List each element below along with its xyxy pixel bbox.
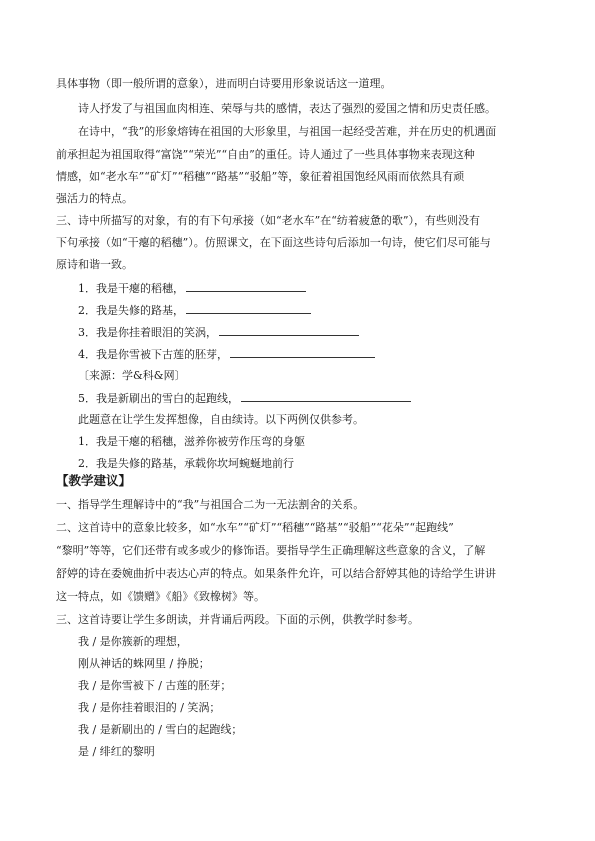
text-line: 诗人抒发了与祖国血肉相连、荣辱与共的感情，表达了强烈的爱国之情和历史责任感。 [78, 102, 496, 115]
text-line: 具体事物（即一般所谓的意象），进而明白诗要用形象说话这一道理。 [56, 77, 392, 90]
text-line: 这一特点，如《馈赠》《船》《致橡树》等。 [56, 590, 265, 603]
answer-blank [186, 280, 306, 292]
poem-line: 我 / 是新刷出的 / 雪白的起跑线； [78, 723, 243, 736]
exercise-prompt: 4．我是你雪被下古莲的胚芽， [78, 348, 228, 361]
answer-blank [230, 346, 375, 358]
text-line: 舒婷的诗在委婉曲折中表达心声的特点。如果条件允许，可以结合舒婷其他的诗给学生讲讲 [56, 567, 496, 580]
text-line: 三、这首诗要让学生多朗读，并背诵后两段。下面的示例，供教学时参考。 [56, 613, 419, 626]
answer-blank [241, 390, 411, 402]
exercise-item-1 [78, 280, 306, 297]
text-line: 在诗中，“我”的形象熔铸在祖国的大形象里，与祖国一起经受苦难，并在历史的机遇面 [78, 125, 497, 138]
answer-blank [186, 302, 311, 314]
text-line: 情感，如“老水车”“矿灯”“稻穗”“路基”“驳船”等，象征着祖国饱经风雨而依然具有顽 [56, 170, 465, 183]
exercise-item-5 [78, 390, 411, 407]
poem-line: 刚从神话的蛛网里 / 挣脱； [78, 657, 210, 670]
text-line: 强活力的特点。 [56, 192, 133, 205]
poem-line: 是 / 绯红的黎明 [78, 745, 155, 758]
text-line: 下句承接（如“干瘪的稻穗”）。仿照课文，在下面这些诗句后添加一句诗，使它们尽可能与 [56, 236, 491, 249]
exercise-prompt: 2．我是失修的路基， [78, 304, 184, 317]
exercise-item-3 [78, 324, 359, 341]
poem-line: 我 / 是你雪被下 / 古莲的胚芽； [78, 679, 232, 692]
exercise-item-2 [78, 302, 311, 319]
text-line: 1．我是干瘪的稻穗，滋养你被劳作压弯的身躯 [78, 435, 305, 448]
section-heading: 【教学建议】 [56, 473, 132, 488]
source-note: 〔来源：学&科&网〕 [78, 369, 186, 382]
exercise-prompt: 5．我是新刷出的雪白的起跑线， [78, 392, 239, 405]
text-line: 此题意在让学生发挥想像，自由续诗。以下两例仅供参考。 [78, 413, 364, 426]
poem-line: 我 / 是你簇新的理想， [78, 635, 188, 648]
text-line: 一、指导学生理解诗中的“我”与祖国合二为一无法割舍的关系。 [56, 498, 365, 511]
poem-line: 我 / 是你挂着眼泪的 / 笑涡； [78, 701, 221, 714]
text-line: 二、这首诗中的意象比较多，如“水车”“矿灯”“稻穗”“路基”“驳船”“花朵”“起跑线” [56, 521, 454, 534]
text-line: 原诗和谐一致。 [56, 258, 133, 271]
text-line: “黎明”等等，它们还带有或多或少的修饰语。要指导学生正确理解这些意象的含义，了解 [56, 544, 486, 557]
text-line: 三、诗中所描写的对象，有的有下句承接（如“老水车”在“纺着疲惫的歌”），有些则没有 [56, 214, 480, 227]
text-line: 2．我是失修的路基，承载你坎坷蜿蜒地前行 [78, 457, 294, 470]
text-line: 前承担起为祖国取得“富饶”“荣光”“自由”的重任。诗人通过了一些具体事物来表现这种 [56, 148, 475, 161]
exercise-item-4 [78, 346, 375, 363]
exercise-prompt: 1．我是干瘪的稻穗， [78, 282, 184, 295]
answer-blank [219, 324, 359, 336]
exercise-prompt: 3．我是你挂着眼泪的笑涡， [78, 326, 217, 339]
